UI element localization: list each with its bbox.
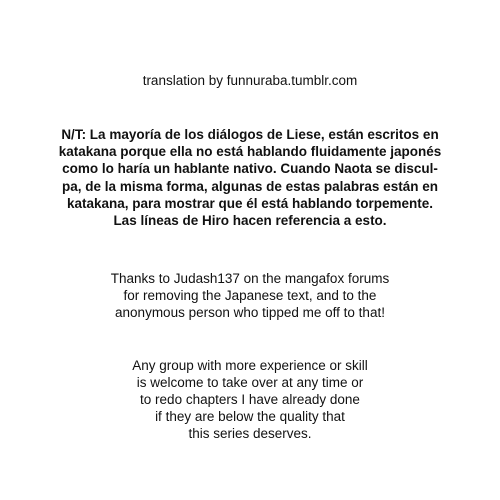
thanks-line: Thanks to Judash137 on the mangafox forums [110, 271, 390, 286]
note-line: como lo haría un hablante nativo. Cuando Naota se discul- [62, 161, 438, 177]
offer-line: if they are below the quality that [155, 409, 345, 424]
translator-note [0, 126, 500, 229]
thanks-paragraph [0, 270, 500, 321]
offer-line: to redo chapters I have already done [140, 392, 360, 407]
thanks-line: anonymous person who tipped me off to that! [115, 305, 385, 320]
offer-line: Any group with more experience or skill [132, 358, 368, 373]
note-line: pa, de la misma forma, algunas de estas palabras están en [62, 178, 438, 194]
note-line: N/T: La mayoría de los diálogos de Liese, están escritos en [61, 127, 439, 142]
note-line: Las líneas de Hiro hacen referencia a esto. [113, 213, 387, 229]
thanks-line: for removing the Japanese text, and to the [123, 288, 377, 303]
note-line: katakana porque ella no está hablando fluidamente japonés [58, 144, 442, 160]
offer-line: is welcome to take over at any time or [136, 375, 364, 390]
offer-line: this series deserves. [188, 426, 312, 441]
takeover-offer-paragraph [0, 357, 500, 442]
note-line: katakana, para mostrar que él está hablando torpemente. [66, 195, 434, 211]
credit-line: translation by funnuraba.tumblr.com [142, 73, 358, 88]
translation-credit [0, 72, 500, 89]
